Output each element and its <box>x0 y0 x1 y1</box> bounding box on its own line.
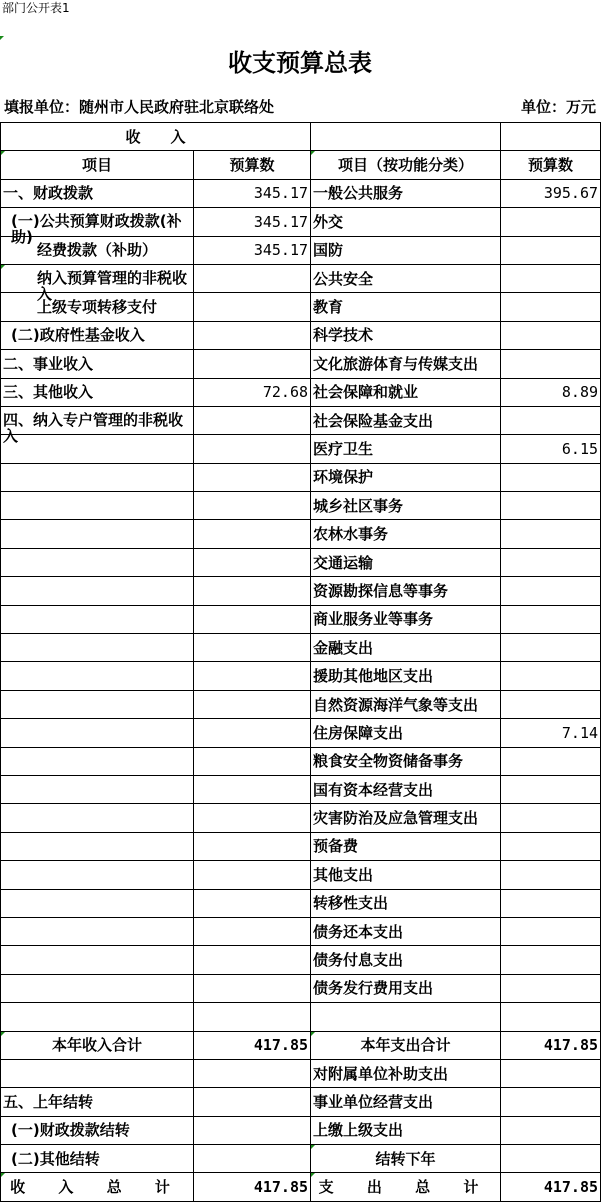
expenditure-value: 8.89 <box>501 378 601 406</box>
expenditure-value <box>501 321 601 349</box>
table-row <box>1 548 601 576</box>
expenditure-value <box>501 889 601 917</box>
expenditure-label: 科学技术 <box>311 321 501 349</box>
expenditure-label: 上缴上级支出 <box>311 1116 501 1144</box>
table-row <box>1 1088 601 1116</box>
blank-row <box>1 1003 601 1031</box>
income-value: 345.17 <box>194 179 311 207</box>
income-value <box>194 406 311 434</box>
expenditure-value <box>501 264 601 292</box>
income-label: 上级专项转移支付 <box>1 293 194 321</box>
currency-unit: 单位：万元 <box>520 98 596 116</box>
expenditure-label: 社会保险基金支出 <box>311 406 501 434</box>
table-row <box>1 293 601 321</box>
table-row <box>1 974 601 1002</box>
table-row <box>1 236 601 264</box>
expenditure-label: 债务付息支出 <box>311 946 501 974</box>
income-group-header: 收 入 <box>1 123 311 151</box>
table-row <box>1 1116 601 1144</box>
table-row <box>1 861 601 889</box>
year-exp-total-label: 本年支出合计 <box>311 1031 501 1059</box>
exp-grand-total-value: 417.85 <box>501 1173 601 1201</box>
table-row <box>1 775 601 803</box>
expenditure-value <box>501 236 601 264</box>
cell-marker <box>0 36 4 40</box>
table-row <box>1 406 601 434</box>
income-label: (二)其他结转 <box>1 1145 194 1173</box>
expenditure-value <box>501 775 601 803</box>
income-value <box>194 293 311 321</box>
expenditure-value <box>501 690 601 718</box>
expenditure-label: 社会保障和就业 <box>311 378 501 406</box>
income-value <box>194 350 311 378</box>
income-value: 72.68 <box>194 378 311 406</box>
expenditure-value <box>501 605 601 633</box>
table-row <box>1 492 601 520</box>
expenditure-label: 环境保护 <box>311 463 501 491</box>
table-row <box>1 208 601 236</box>
expenditure-label: 教育 <box>311 293 501 321</box>
table-row <box>1 378 601 406</box>
expenditure-label: 预备费 <box>311 832 501 860</box>
expenditure-label: 医疗卫生 <box>311 435 501 463</box>
income-grand-total-label: 收 入 总 计 <box>1 1173 194 1201</box>
table-row <box>1 577 601 605</box>
empty-cell <box>501 123 601 151</box>
table-row <box>1 435 601 463</box>
table-row <box>1 804 601 832</box>
expenditure-value <box>501 804 601 832</box>
expenditure-label: 城乡社区事务 <box>311 492 501 520</box>
table-row <box>1 463 601 491</box>
expenditure-label: 住房保障支出 <box>311 719 501 747</box>
table-row <box>1 179 601 207</box>
income-value <box>194 321 311 349</box>
expenditure-label: 一般公共服务 <box>311 179 501 207</box>
table-row <box>1 605 601 633</box>
income-label: (一)财政拨款结转 <box>1 1116 194 1144</box>
header-item: 项目 <box>1 151 194 179</box>
table-row <box>1 1059 601 1087</box>
table-row <box>1 350 601 378</box>
expenditure-value <box>501 577 601 605</box>
expenditure-value <box>501 946 601 974</box>
expenditure-value <box>501 492 601 520</box>
expenditure-value <box>501 520 601 548</box>
table-row <box>1 264 601 292</box>
expenditure-label: 外交 <box>311 208 501 236</box>
income-label: (二)政府性基金收入 <box>1 321 194 349</box>
budget-table <box>0 122 601 1202</box>
reporting-unit: 填报单位：随州市人民政府驻北京联络处 <box>4 98 275 116</box>
sheet-tag: 部门公开表1 <box>2 1 70 15</box>
expenditure-value <box>501 917 601 945</box>
table-row <box>1 917 601 945</box>
header-budget: 预算数 <box>194 151 311 179</box>
exp-grand-total-label: 支 出 总 计 <box>311 1173 501 1201</box>
expenditure-label: 自然资源海洋气象等支出 <box>311 690 501 718</box>
year-income-total-value: 417.85 <box>194 1031 311 1059</box>
expenditure-value <box>501 350 601 378</box>
table-row <box>1 321 601 349</box>
income-grand-total-value: 417.85 <box>194 1173 311 1201</box>
expenditure-label: 商业服务业等事务 <box>311 605 501 633</box>
table-row <box>1 747 601 775</box>
table-row <box>1 832 601 860</box>
expenditure-label: 国防 <box>311 236 501 264</box>
income-label: 四、纳入专户管理的非税收入 <box>1 406 194 434</box>
expenditure-value: 7.14 <box>501 719 601 747</box>
year-total-row <box>1 1031 601 1059</box>
income-value: 345.17 <box>194 208 311 236</box>
income-label: 二、事业收入 <box>1 350 194 378</box>
table-row <box>1 1145 601 1173</box>
group-header-row <box>1 123 601 151</box>
expenditure-label: 对附属单位补助支出 <box>311 1059 501 1087</box>
expenditure-label: 债务还本支出 <box>311 917 501 945</box>
expenditure-label: 交通运输 <box>311 548 501 576</box>
expenditure-label: 公共安全 <box>311 264 501 292</box>
expenditure-value <box>501 747 601 775</box>
expenditure-value <box>501 208 601 236</box>
expenditure-value <box>501 832 601 860</box>
expenditure-value <box>501 463 601 491</box>
expenditure-value <box>501 406 601 434</box>
income-label: 经费拨款（补助） <box>1 236 194 264</box>
expenditure-value <box>501 974 601 1002</box>
expenditure-label: 其他支出 <box>311 861 501 889</box>
table-row <box>1 634 601 662</box>
income-label: 三、其他收入 <box>1 378 194 406</box>
income-label: 纳入预算管理的非税收入 <box>1 264 194 292</box>
column-header-row <box>1 151 601 179</box>
empty-cell <box>311 123 501 151</box>
expenditure-label: 农林水事务 <box>311 520 501 548</box>
expenditure-value <box>501 634 601 662</box>
expenditure-label: 资源勘探信息等事务 <box>311 577 501 605</box>
header-func-budget: 预算数 <box>501 151 601 179</box>
income-value <box>194 264 311 292</box>
income-label: (一)公共预算财政拨款(补助) <box>1 208 194 236</box>
expenditure-label: 结转下年 <box>311 1145 501 1173</box>
expenditure-value <box>501 293 601 321</box>
expenditure-label: 事业单位经营支出 <box>311 1088 501 1116</box>
year-exp-total-value: 417.85 <box>501 1031 601 1059</box>
expenditure-label: 债务发行费用支出 <box>311 974 501 1002</box>
header-func-item: 项目（按功能分类） <box>311 151 501 179</box>
year-income-total-label: 本年收入合计 <box>1 1031 194 1059</box>
grand-total-row <box>1 1173 601 1201</box>
expenditure-label: 援助其他地区支出 <box>311 662 501 690</box>
page-title: 收支预算总表 <box>228 48 372 77</box>
expenditure-value: 395.67 <box>501 179 601 207</box>
expenditure-label: 转移性支出 <box>311 889 501 917</box>
expenditure-label: 金融支出 <box>311 634 501 662</box>
table-row <box>1 889 601 917</box>
income-label: 五、上年结转 <box>1 1088 194 1116</box>
expenditure-value: 6.15 <box>501 435 601 463</box>
table-row <box>1 946 601 974</box>
table-row <box>1 690 601 718</box>
expenditure-label: 灾害防治及应急管理支出 <box>311 804 501 832</box>
table-row <box>1 662 601 690</box>
expenditure-label: 文化旅游体育与传媒支出 <box>311 350 501 378</box>
expenditure-label: 粮食安全物资储备事务 <box>311 747 501 775</box>
income-label: 一、财政拨款 <box>1 179 194 207</box>
expenditure-value <box>501 662 601 690</box>
expenditure-value <box>501 548 601 576</box>
expenditure-label: 国有资本经营支出 <box>311 775 501 803</box>
table-row <box>1 719 601 747</box>
income-value: 345.17 <box>194 236 311 264</box>
expenditure-value <box>501 861 601 889</box>
table-row <box>1 520 601 548</box>
